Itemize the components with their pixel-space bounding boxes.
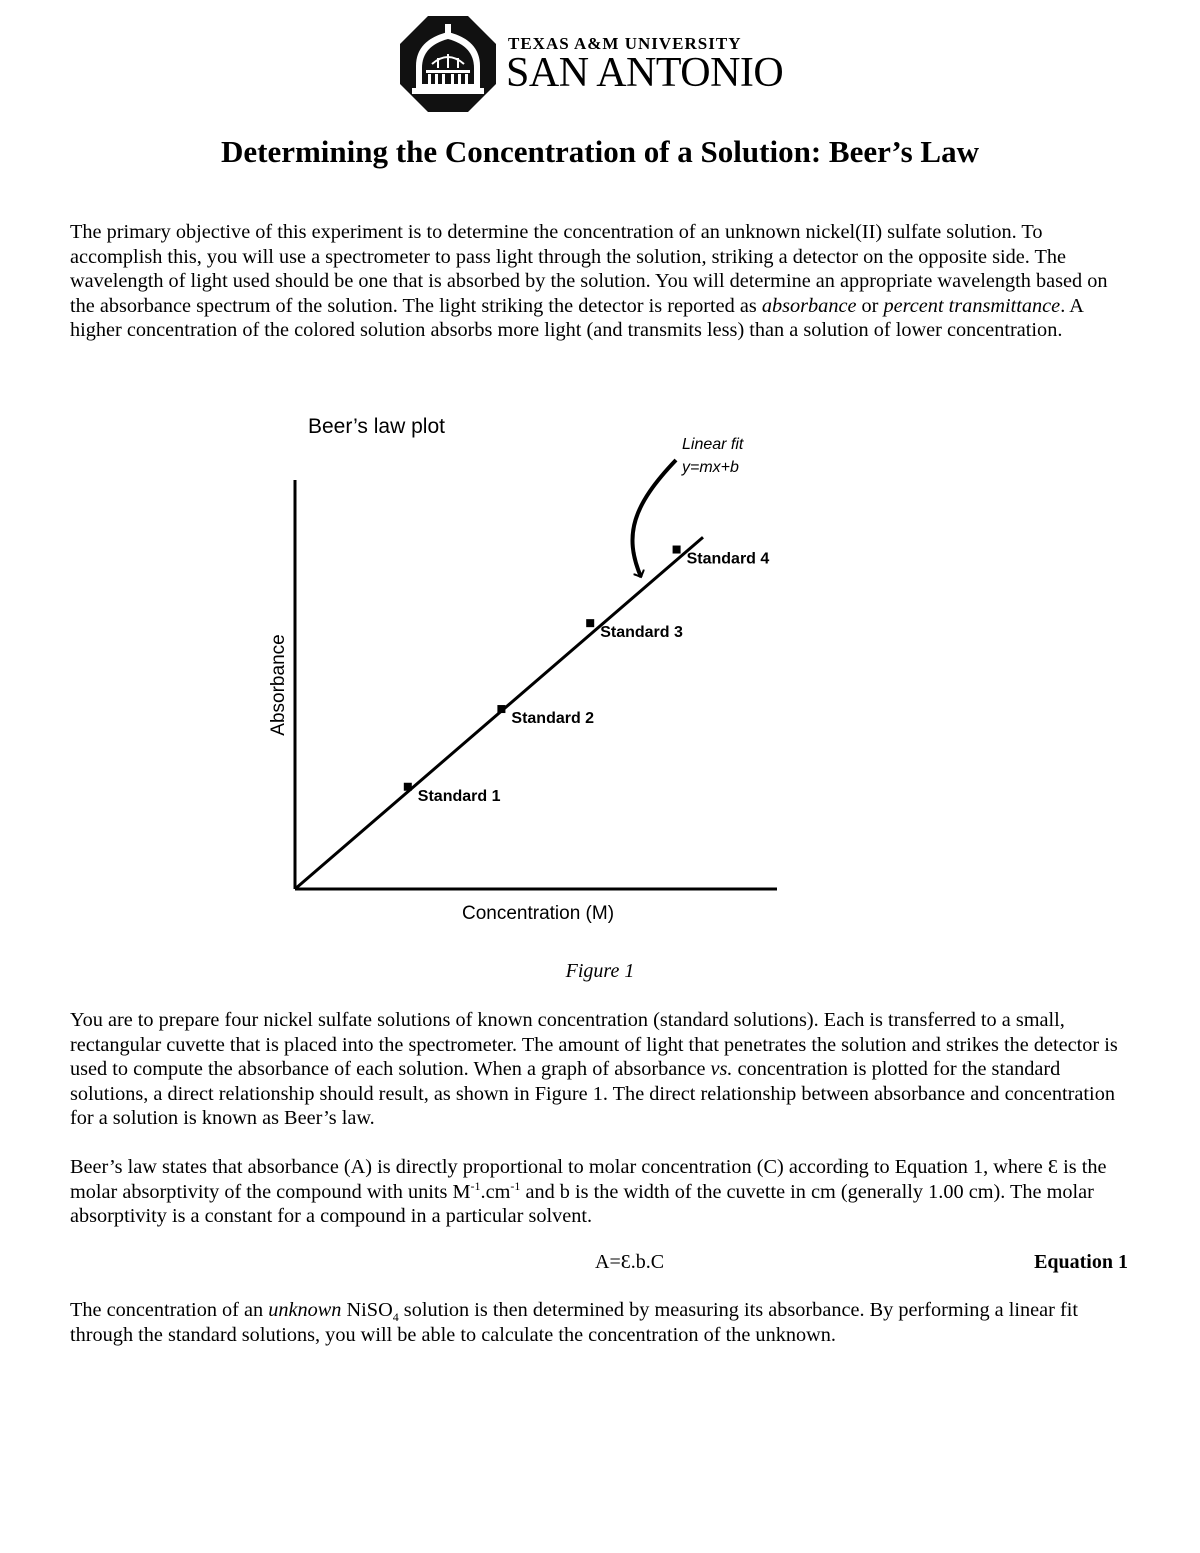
university-name: TEXAS A&M UNIVERSITY (508, 34, 742, 53)
equation-formula: A=Ɛ.b.C (595, 1251, 665, 1273)
campus-name: SAN ANTONIO (506, 50, 784, 96)
page-title: Determining the Concentration of a Solution: Beer’s Law (221, 134, 979, 169)
figure-caption: Figure 1 (565, 960, 635, 982)
data-label-2: Standard 2 (511, 710, 595, 728)
x-axis-label: Concentration (M) (461, 903, 615, 924)
data-points (404, 546, 770, 805)
linear-fit-line (295, 537, 703, 889)
data-point-4 (673, 546, 681, 554)
data-label-3: Standard 3 (600, 624, 683, 642)
data-point-1 (404, 783, 412, 791)
y-axis-label: Absorbance (268, 634, 289, 736)
beers-law-paragraph: Beer’s law states that absorbance (A) is directly proportional to molar concentration (C) according to Equation 1, where Ɛ is the molar absorptivity of the compound with units $M^{-1}.cm^{-1}$ and b is the width of the cuvette in cm (generally 1.00 cm). The molar absorptivity is a constant for a compound in a particular solvent. (70, 1156, 1107, 1227)
data-point-2 (497, 705, 505, 713)
data-label-1: Standard 1 (417, 787, 501, 805)
equation-label: Equation 1 (1034, 1251, 1128, 1273)
chart-title: Beer’s law plot (308, 415, 445, 438)
fit-label-line2: y=mx+b (682, 459, 739, 476)
fit-pointer-arrow-icon (632, 460, 676, 577)
fit-label-line1: Linear fit (682, 436, 744, 453)
unknown-paragraph: The concentration of an unknown NiSO$_4$ solution is then determined by measuring its absorbance. By performing a linear fit through the standard solutions, you will be able to calculate the concentration of the unknown. (70, 1299, 1078, 1346)
standards-paragraph: You are to prepare four nickel sulfate solutions of known concentration (standard solutions). Each is transferred to a small, rectangular cuvette that is placed into the spectrometer. The amount of light that penetrates the solution and strikes the detector is used to compute the absorbance of each solution. When a graph of absorbance vs. concentration is plotted for the standard solutions, a direct relationship should result, as shown in Figure 1. The direct relationship between absorbance and concentration for a solution is known as Beer’s law. (70, 1009, 1118, 1129)
data-point-3 (586, 619, 594, 627)
data-label-4: Standard 4 (686, 550, 770, 568)
dome-seal-icon (398, 14, 498, 114)
intro-paragraph: The primary objective of this experiment is to determine the concentration of an unknown nickel(II) sulfate solution. To accomplish this, you will use a spectrometer to pass light through the solution, striking a detector on the opposite side. The wavelength of light used should be one that is absorbed by the solution. You will determine an appropriate wavelength based on the absorbance spectrum of the solution. The light striking the detector is reported as absorbance or percent transmittance. A higher concentration of the colored solution absorbs more light (and transmits less) than a solution of lower concentration. (70, 221, 1108, 341)
university-logo (398, 14, 808, 114)
beers-law-chart (255, 405, 795, 935)
